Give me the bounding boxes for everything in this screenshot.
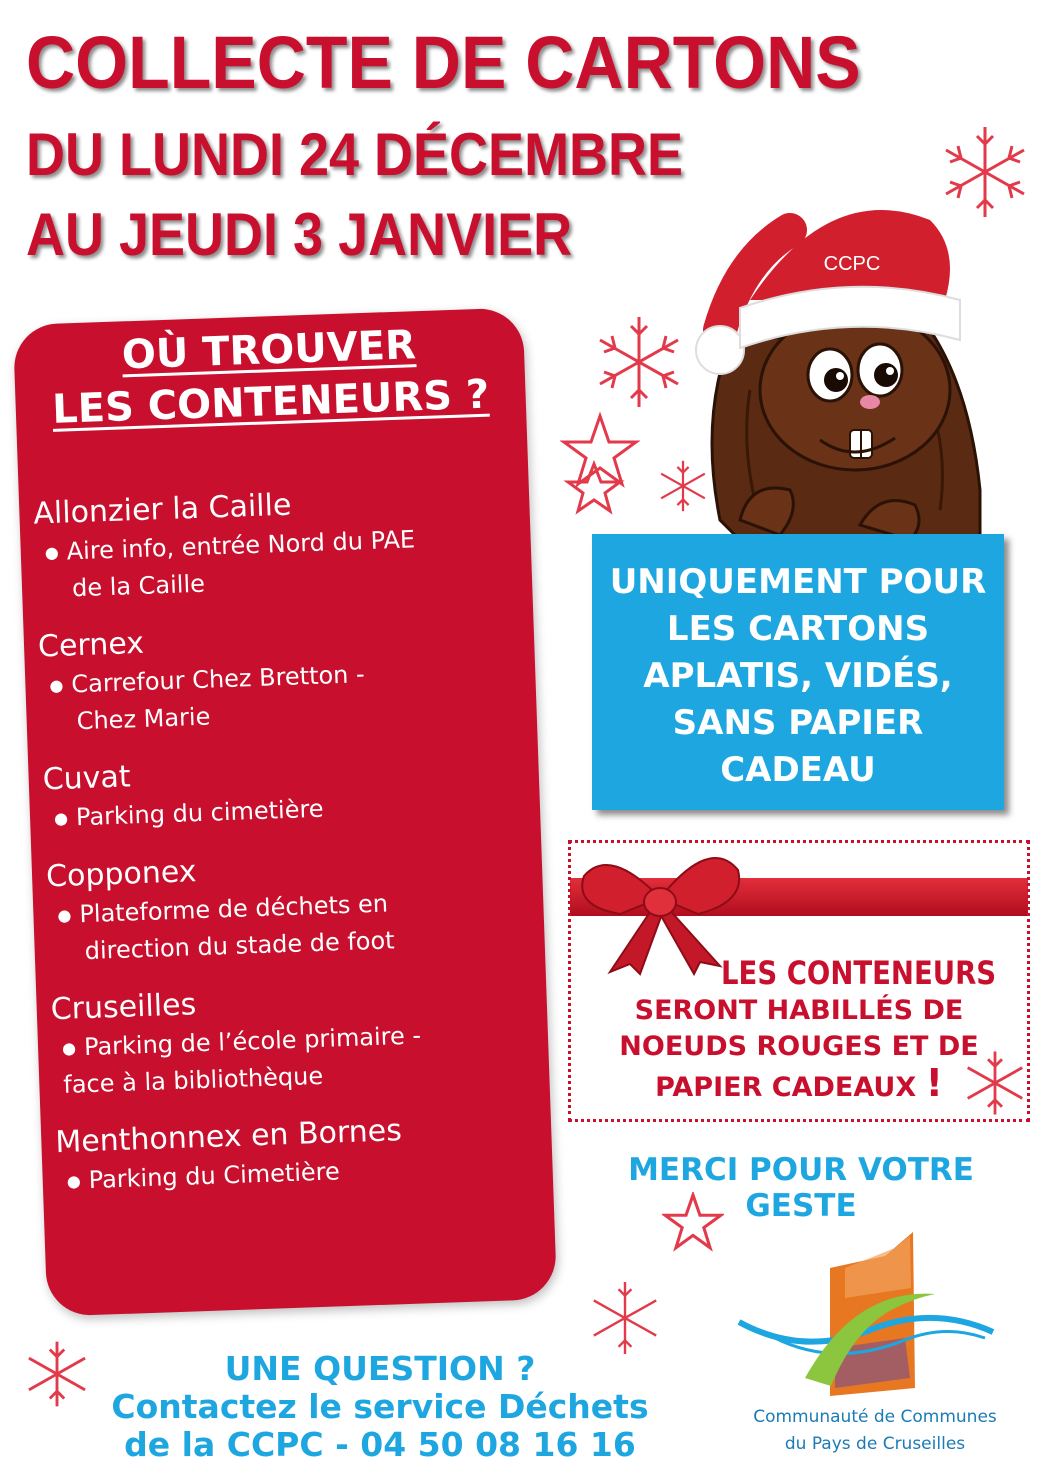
cardboard-notice — [592, 534, 1004, 810]
list-item — [45, 841, 531, 971]
notice-line-4: SANS PAPIER — [672, 702, 924, 743]
locations-heading-line-1: OÙ TROUVER — [121, 322, 417, 379]
location-name: Cruseilles — [50, 987, 197, 1028]
location-name: Copponex — [45, 854, 198, 895]
bullet-icon: ● — [49, 675, 64, 696]
gift-message-line-4: PAPIER CADEAUX — [655, 1072, 917, 1103]
location-detail-line-2: direction du stade de foot — [84, 926, 396, 966]
location-detail-line-1: Parking du cimetière — [75, 794, 325, 832]
list-item — [55, 1106, 539, 1200]
location-detail — [51, 1013, 535, 1103]
notice-line-2: LES CARTONS — [666, 608, 930, 649]
santa-hat-mascot — [680, 190, 1000, 570]
location-detail — [34, 518, 518, 608]
gift-message-body — [571, 993, 1027, 1106]
title-line-2: DU LUNDI 24 DÉCEMBRE — [26, 121, 684, 188]
organization-line-2: du Pays de Cruseilles — [784, 1434, 966, 1454]
locations-heading — [13, 315, 526, 437]
location-detail-line-2: Chez Marie — [76, 702, 211, 736]
star-outline-icon — [560, 412, 640, 532]
notice-line-5: CADEAU — [720, 749, 876, 790]
cardboard-notice-text — [610, 551, 987, 794]
location-detail — [39, 651, 523, 741]
location-detail-line-2: de la Caille — [71, 569, 206, 603]
location-detail-line-1: Carrefour Chez Bretton - — [70, 660, 366, 699]
bullet-icon: ● — [53, 808, 69, 829]
gift-message-line-3: NOEUDS ROUGES ET DE — [619, 1031, 979, 1062]
location-detail-line-1: Parking du Cimetière — [88, 1157, 341, 1195]
snowflake-icon — [598, 312, 680, 412]
notice-line-1: UNIQUEMENT POUR — [609, 561, 987, 602]
location-detail-line-1: Parking de l’école primaire - — [83, 1021, 422, 1062]
title-line-3: AU JEUDI 3 JANVIER — [26, 201, 573, 268]
gift-message-exclamation: ! — [925, 1061, 943, 1105]
list-item — [33, 478, 519, 608]
title-line-1: COLLECTE DE CARTONS — [26, 21, 861, 104]
ccpc-logo — [735, 1228, 995, 1398]
thanks-text: MERCI POUR VOTRE GESTE — [628, 1152, 974, 1224]
hat-label: CCPC — [823, 253, 881, 275]
organization-name — [730, 1404, 1020, 1458]
location-name: Menthonnex en Bornes — [54, 1113, 403, 1161]
contact-line-2: Contactez le service Déchets — [111, 1387, 649, 1426]
bullet-icon: ● — [57, 905, 72, 925]
bullet-icon: ● — [66, 1171, 82, 1191]
bullet-icon: ● — [61, 1038, 77, 1058]
list-item — [37, 611, 523, 741]
contact-line-1: UNE QUESTION ? — [224, 1349, 536, 1388]
list-item — [50, 973, 536, 1103]
locations-heading-line-2: LES CONTENEURS ? — [51, 371, 490, 433]
gift-message-line-2: SERONT HABILLÉS DE — [634, 995, 964, 1026]
location-detail-line-1: Aire info, entrée Nord du PAE — [66, 525, 416, 566]
contact-line-3: de la CCPC - 04 50 08 16 16 — [124, 1425, 636, 1464]
locations-panel — [13, 307, 557, 1316]
snowflake-icon — [590, 1278, 660, 1358]
gift-bow-icon — [570, 836, 750, 976]
location-name: Cernex — [37, 625, 145, 665]
notice-line-3: APLATIS, VIDÉS, — [643, 655, 953, 696]
bullet-icon: ● — [44, 542, 60, 563]
contact-block — [60, 1350, 700, 1464]
locations-list — [33, 478, 540, 1220]
location-detail — [47, 881, 531, 971]
list-item — [42, 744, 526, 838]
gift-message-line-1: LES CONTENEURS — [721, 954, 997, 992]
location-detail-line-1: Plateforme de déchets en — [78, 889, 389, 929]
location-name: Cuvat — [42, 759, 132, 798]
location-detail-line-2: face à la bibliothèque — [62, 1061, 324, 1099]
organization-line-1: Communauté de Communes — [753, 1407, 997, 1427]
location-name: Allonzier la Caille — [32, 487, 292, 532]
